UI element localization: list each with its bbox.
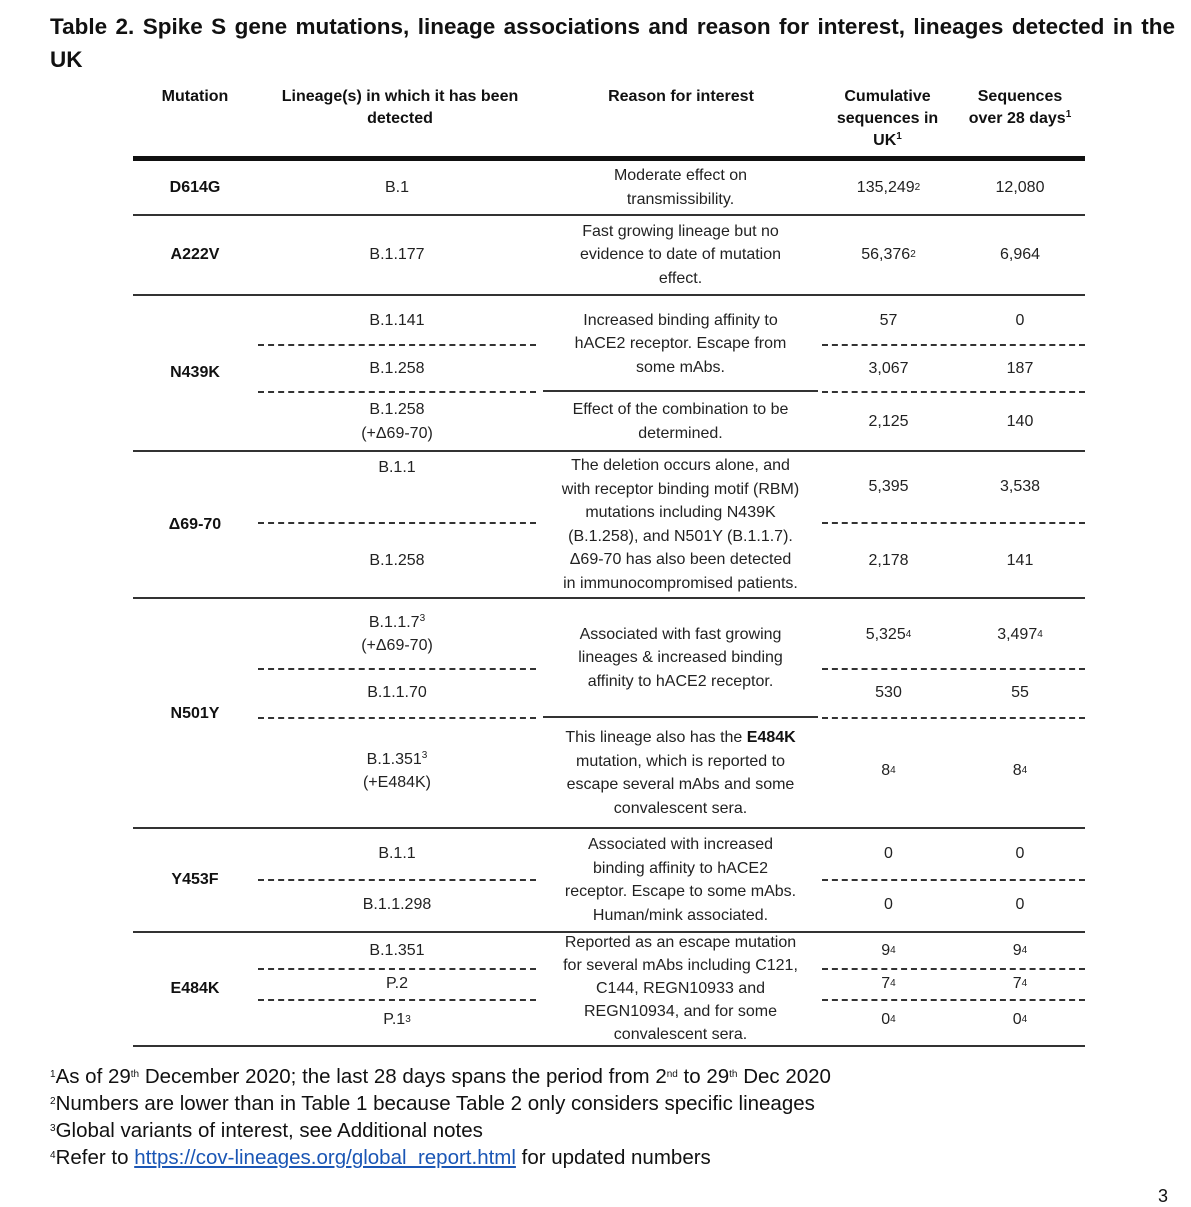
footnote-2: $^2$Numbers are lower than in Table 1 because Table 2 only considers specific lineages xyxy=(50,1092,815,1115)
rule-n501y-reason xyxy=(543,716,818,718)
over28-e484k-1: 9 4 xyxy=(1012,942,1028,960)
cumulative-e484k-3: 0 4 xyxy=(881,1011,896,1029)
cumulative-e484k-1: 9 4 xyxy=(881,942,896,960)
header-cumulative xyxy=(820,86,955,152)
cumulative-y453f-1: 0 xyxy=(884,845,893,863)
table-caption: Table 2. Spike S gene mutations, lineage associations and reason for interest, lineages detected in the UK xyxy=(50,14,1175,72)
reason-n501y-b: This lineage also has the E484K mutation, which is reported to escape several mAbs and some convalescent sera. xyxy=(565,729,796,817)
header-cumulative-line1: Cumulative xyxy=(844,88,931,105)
reason-e484k: Reported as an escape mutation for several mAbs including C121, C144, REGN10933 and REGN10934, and for some convalescent sera. xyxy=(563,934,798,1043)
over28-del6970-1: 3,538 xyxy=(999,478,1041,496)
lineage-n501y-3: B.1.351$^3$ (+E484K) xyxy=(362,749,432,791)
reason-n439k-b: Effect of the combination to be determined. xyxy=(572,401,789,442)
cumulative-n439k-2: 3,067 xyxy=(868,359,909,377)
over28-y453f-2: 0 xyxy=(1015,896,1025,914)
lineage-n439k-1: B.1.141 xyxy=(369,312,425,330)
reason-del6970: The deletion occurs alone, and with receptor binding motif (RBM) mutations including N439K (B.1.258), and N501Y (B.1.1.7). Δ69-70 has also been detected in immunocompromised patients. xyxy=(561,457,800,592)
cumulative-n501y-2: 530 xyxy=(875,684,902,702)
mutation-y453f: Y453F xyxy=(171,871,219,889)
cumulative-a222v: 56,376 2 xyxy=(861,246,916,264)
cumulative-n501y-3: 8 4 xyxy=(881,762,896,780)
header-reason xyxy=(545,86,817,108)
global-report-link[interactable]: https://cov-lineages.org/global_report.html xyxy=(134,1146,516,1169)
mutation-n501y: N501Y xyxy=(170,705,220,723)
lineage-n501y-1: B.1.1.7$^3$ (+Δ69-70) xyxy=(361,612,433,654)
dash-del6970-num xyxy=(822,522,1085,524)
footnote-4: $^4$Refer to https://cov-lineages.org/global_report.html for updated numbers xyxy=(50,1146,711,1169)
header-lineages xyxy=(250,86,550,130)
page-number: 3 xyxy=(1158,1186,1169,1206)
lineage-del6970-1: B.1.1 xyxy=(378,459,416,477)
dash-n501y-2-num xyxy=(822,717,1085,719)
lineage-e484k-2: P.2 xyxy=(386,974,408,992)
header-over28-line1: Sequences xyxy=(977,88,1063,105)
header-cumulative-line3: $UK^1$ xyxy=(873,131,902,149)
header-mutation-text: Mutation xyxy=(161,88,229,105)
mutation-e484k: E484K xyxy=(170,980,220,998)
dash-n501y-1-num xyxy=(822,668,1085,670)
dash-n501y-2-lin xyxy=(258,717,536,719)
header-reason-text: Reason for interest xyxy=(608,88,754,105)
cumulative-del6970-2: 2,178 xyxy=(868,552,909,570)
reason-n439k-a: Increased binding affinity to hACE2 receptor. Escape from some mAbs. xyxy=(574,311,787,376)
lineage-n439k-3: B.1.258 (+Δ69-70) xyxy=(361,401,433,442)
reason-n501y-a: Associated with fast growing lineages & increased binding affinity to hACE2 receptor. xyxy=(578,625,783,690)
cumulative-y453f-2: 0 xyxy=(884,896,893,914)
mutation-del6970: Δ69-70 xyxy=(168,515,222,533)
header-cumulative-line2: sequences in xyxy=(836,110,939,127)
over28-n501y-1: 3,497 4 xyxy=(997,626,1043,644)
cumulative-e484k-2: 7 4 xyxy=(881,974,896,992)
lineage-del6970-2: B.1.258 xyxy=(369,552,425,570)
cumulative-n439k-3: 2,125 xyxy=(868,412,909,430)
reason-y453f: Associated with increased binding affinity to hACE2 receptor. Escape to some mAbs. Human/mink associated. xyxy=(564,836,797,924)
rule-n439k-reason xyxy=(543,390,818,392)
header-over28 xyxy=(955,86,1085,130)
rule-after-del6970 xyxy=(133,597,1085,599)
over28-n439k-2: 187 xyxy=(1006,359,1034,377)
footnote-3: $^3$Global variants of interest, see Additional notes xyxy=(50,1119,483,1142)
over28-n501y-2: 55 xyxy=(1011,684,1029,702)
over28-del6970-2: 141 xyxy=(1006,552,1034,570)
cumulative-n439k-1: 57 xyxy=(879,312,898,330)
over28-a222v: 6,964 xyxy=(999,246,1041,264)
lineage-y453f-2: B.1.1.298 xyxy=(362,896,432,914)
lineage-d614g: B.1 xyxy=(384,178,409,196)
lineage-y453f-1: B.1.1 xyxy=(378,845,416,863)
cumulative-del6970-1: 5,395 xyxy=(868,478,909,496)
cumulative-n501y-1: 5,325 4 xyxy=(865,626,912,644)
header-lineages-line2: detected xyxy=(367,110,433,127)
over28-e484k-3: 0 4 xyxy=(1012,1011,1028,1029)
header-over28-line2: over 28 days$^1$ xyxy=(968,109,1072,127)
over28-e484k-2: 7 4 xyxy=(1012,974,1028,992)
mutation-a222v: A222V xyxy=(170,246,220,264)
lineage-e484k-3: P.1 3 xyxy=(383,1011,411,1029)
header-lineages-line1: Lineage(s) in which it has been xyxy=(281,88,519,105)
over28-y453f-1: 0 xyxy=(1015,845,1025,863)
mutation-n439k: N439K xyxy=(170,364,220,382)
over28-d614g: 12,080 xyxy=(995,178,1045,196)
over28-n439k-3: 140 xyxy=(1006,412,1034,430)
dash-del6970-lin xyxy=(258,522,536,524)
lineage-n501y-2: B.1.1.70 xyxy=(367,684,427,702)
lineage-a222v: B.1.177 xyxy=(369,246,425,264)
reason-a222v: Fast growing lineage but no evidence to date of mutation effect. xyxy=(579,222,782,287)
reason-d614g: Moderate effect on transmissibility. xyxy=(613,167,748,208)
lineage-e484k-1: B.1.351 xyxy=(369,942,425,960)
header-mutation xyxy=(140,86,250,108)
mutation-d614g: D614G xyxy=(169,178,221,196)
dash-e484k-2-num xyxy=(822,999,1085,1001)
lineage-n439k-2: B.1.258 xyxy=(369,359,425,377)
over28-n439k-1: 0 xyxy=(1015,312,1025,330)
dash-e484k-2-lin xyxy=(258,999,536,1001)
rule-after-a222v xyxy=(133,294,1085,296)
over28-n501y-3: 8 4 xyxy=(1012,762,1028,780)
dash-n501y-1-lin xyxy=(258,668,536,670)
footnote-1: $^1$As of 29th December 2020; the last 28 days spans the period from 2nd to 29th Dec 2020 xyxy=(50,1065,831,1088)
cumulative-d614g: 135,249 2 xyxy=(856,178,921,196)
